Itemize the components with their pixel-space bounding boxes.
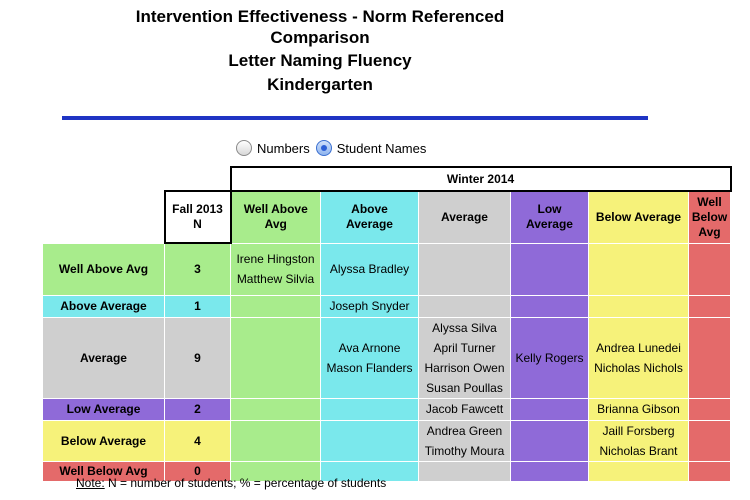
column-header-text: Well Above [243, 202, 308, 217]
cell-well-above [231, 243, 321, 295]
row-label-low-average: Low Average [43, 398, 165, 420]
fall-count: 2 [165, 398, 231, 420]
student-name: Matthew Silvia [236, 272, 315, 286]
column-header-text: Avg [264, 217, 287, 232]
cell-low-average [511, 398, 589, 420]
table-row [43, 420, 731, 461]
table-row [43, 295, 731, 317]
student-name: Susan Poullas [426, 380, 503, 395]
column-header-well-above [231, 191, 321, 243]
student-name: Mason Flanders [326, 360, 413, 375]
column-header-text: Above [351, 202, 388, 217]
column-header-text: Below Average [595, 209, 682, 224]
report-title [60, 6, 580, 95]
student-names-radio[interactable] [316, 140, 332, 156]
student-name: April Turner [433, 340, 496, 355]
cell-below [589, 243, 689, 295]
row-label-below: Below Average [43, 420, 165, 461]
footnote-prefix: Note: [76, 476, 105, 490]
cell-average [419, 243, 511, 295]
cell-above [321, 243, 419, 295]
cell-average [419, 461, 511, 481]
fall-count: 1 [165, 295, 231, 317]
fall-header-line-2: N [193, 217, 202, 231]
student-name: Nicholas Brant [599, 443, 678, 458]
cell-below [589, 295, 689, 317]
student-name: Harrison Owen [424, 360, 505, 375]
table-row [43, 317, 731, 398]
cell-well-above [231, 295, 321, 317]
row-label-well-below: Well Below Avg [43, 461, 165, 481]
cell-average [419, 420, 511, 461]
cell-below [589, 398, 689, 420]
column-header-text: Average [441, 209, 488, 224]
numbers-radio[interactable] [236, 140, 252, 156]
cell-below [589, 420, 689, 461]
student-name: Irene Hingston [236, 252, 315, 266]
blank-corner [43, 167, 165, 191]
title-line-3: Letter Naming Fluency [228, 51, 412, 70]
student-name: Timothy Moura [424, 443, 505, 458]
student-name: Joseph Snyder [329, 299, 410, 313]
cell-above [321, 398, 419, 420]
cell-well-above [231, 398, 321, 420]
student-names-radio-label[interactable]: Student Names [336, 140, 427, 156]
cell-low-average [511, 317, 589, 398]
cell-average [419, 295, 511, 317]
column-header-below [589, 191, 689, 243]
cell-above [321, 295, 419, 317]
fall-count: 9 [165, 317, 231, 398]
fall-header [165, 191, 231, 243]
column-header-text: Average [526, 217, 573, 232]
cell-well-below [689, 461, 731, 481]
column-header-text: Well [697, 194, 722, 209]
row-label-average: Average [43, 317, 165, 398]
cell-below [589, 317, 689, 398]
blank-corner [43, 191, 165, 243]
cell-well-below [689, 243, 731, 295]
row-label-above: Above Average [43, 295, 165, 317]
student-name: Andrea Lunedei [596, 340, 681, 355]
footnote-text: N = number of students; % = percentage of students [104, 476, 387, 490]
fall-header-line-1: Fall 2013 [172, 202, 223, 216]
view-toggle [236, 140, 432, 156]
column-header-text: Low [537, 202, 562, 217]
student-name: Ava Arnone [338, 340, 401, 355]
column-header-text: Avg [698, 224, 721, 239]
fall-count: 3 [165, 243, 231, 295]
cell-well-below [689, 295, 731, 317]
footnote [76, 476, 386, 490]
effectiveness-table [42, 166, 732, 482]
cell-well-above [231, 317, 321, 398]
fall-count: 4 [165, 420, 231, 461]
student-name: Alyssa Bradley [329, 262, 410, 276]
student-name: Alyssa Silva [432, 320, 497, 335]
cell-low-average [511, 461, 589, 481]
row-label-well-above: Well Above Avg [43, 243, 165, 295]
column-header-average [419, 191, 511, 243]
blank-corner [165, 167, 231, 191]
student-name: Kelly Rogers [515, 350, 584, 365]
student-name: Andrea Green [426, 423, 503, 438]
title-line-1: Intervention Effectiveness - Norm Referenced [135, 7, 505, 26]
column-header-well-below [689, 191, 731, 243]
student-name: Brianna Gibson [597, 402, 680, 416]
cell-low-average [511, 295, 589, 317]
column-header-text: Average [346, 217, 393, 232]
student-name: Nicholas Nichols [594, 360, 683, 375]
title-divider [62, 116, 648, 120]
cell-well-below [689, 317, 731, 398]
column-header-above [321, 191, 419, 243]
winter-header: Winter 2014 [231, 167, 731, 191]
cell-average [419, 398, 511, 420]
cell-average [419, 317, 511, 398]
title-line-4: Kindergarten [267, 75, 373, 94]
numbers-radio-label[interactable]: Numbers [257, 140, 310, 156]
cell-low-average [511, 420, 589, 461]
cell-above [321, 317, 419, 398]
cell-well-below [689, 420, 731, 461]
cell-well-above [231, 420, 321, 461]
title-line-2: Comparison [270, 28, 370, 47]
fall-count: 0 [165, 461, 231, 481]
cell-below [589, 461, 689, 481]
student-name: Jaill Forsberg [602, 423, 675, 438]
column-header-text: Below [691, 209, 728, 224]
cell-low-average [511, 243, 589, 295]
cell-above [321, 420, 419, 461]
column-header-low-average [511, 191, 589, 243]
cell-well-below [689, 398, 731, 420]
student-name: Jacob Fawcett [425, 402, 504, 416]
table-row [43, 243, 731, 295]
table-row [43, 398, 731, 420]
